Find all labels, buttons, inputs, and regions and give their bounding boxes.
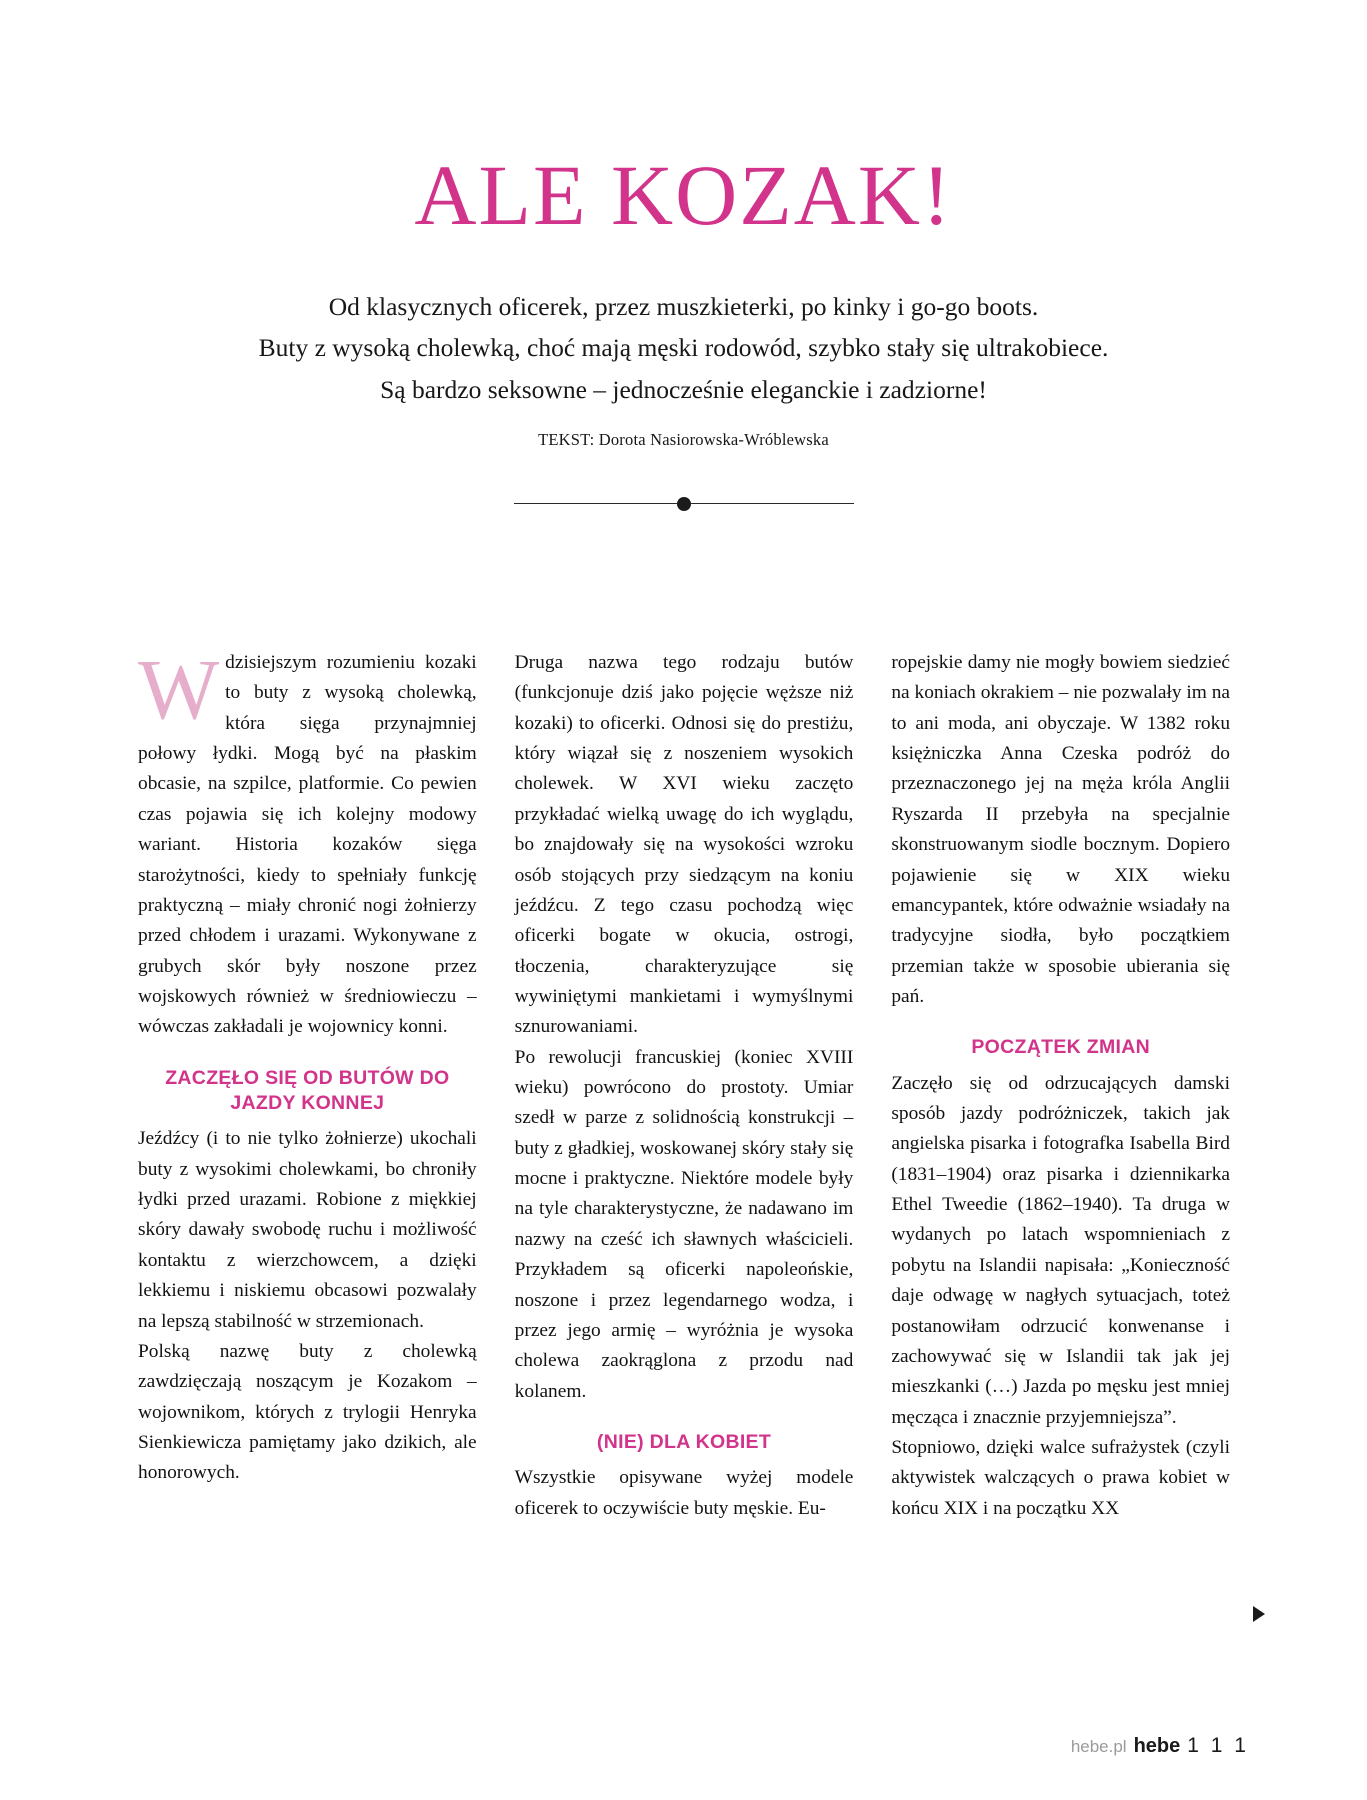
- paragraph: Druga nazwa tego rodzaju butów (funkcjonuje dziś jako pojęcie węższe niż kozaki) to oficerki. Odnosi się do prestiżu, który wiązał się z noszeniem wysokich cholewek. W XVI wieku zaczęto przykładać wielką uwagę do ich wyglądu, bo znajdowały się na wysokości wzroku osób stojących przy siedzącym na koniu jeźdźcu. Z tego czasu pochodzą więc oficerki bogate w okucia, ostrogi, tłoczenia, charakteryzujące się wywiniętymi mankietami i wymyślnymi sznurowaniami.: [514, 652, 854, 1038]
- paragraph: Po rewolucji francuskiej (koniec XVIII wieku) powrócono do prostoty. Umiar szedł w parze z solidnością konstrukcji – buty z gładkiej, woskowanej skóry stały się mocne i praktyczne. Niektóre modele były na tyle charakterystyczne, że nadawano im nazwy na cześć ich sławnych właścicieli. Przykładem są oficerki napoleońskie, noszone i przez legendarnego wodza, i przez jego armię – wyróżnia je wysoka cholewa zaokrąglona z przodu nad kolanem.: [514, 1046, 854, 1402]
- column-2: [515, 648, 854, 1524]
- standfirst: [184, 286, 1184, 410]
- paragraph-text: dzisiejszym rozumieniu kozaki to buty z wysoką cholewką, która sięga przynajmniej połowy łydki. Mogą być na płaskim obcasie, na szpilce, platformie. Co pewien czas pojawia się ich kolejny modowy wariant. Historia kozaków sięga starożytności, kiedy to spełniały funkcję praktyczną – miały chronić nogi żołnierzy przed chłodem i urazami. Wykonywane z grubych skór były noszone przez wojskowych również w średniowieczu – wówczas zakładali je wojownicy konni.: [138, 652, 477, 1038]
- subheading-nie-dla-kobiet: (NIE) DLA KOBIET: [596, 1430, 772, 1453]
- paragraph: Stopniowo, dzięki walce sufrażystek (czyli aktywistek walczących o prawa kobiet w końcu XIX i na początku XX: [891, 1436, 1231, 1519]
- subheading-zacz: ZACZĘŁO SIĘ OD BUTÓW DO JAZDY KONNEJ: [165, 1066, 450, 1115]
- paragraph: [138, 641, 477, 1043]
- standfirst-line-1: Od klasycznych oficerek, przez muszkieterki, po kinky i go-go boots.: [328, 292, 1039, 321]
- section-divider: [514, 494, 854, 514]
- page-number: 1 1 1: [1187, 1734, 1249, 1757]
- article-columns: [138, 641, 1231, 1524]
- standfirst-line-3: Są bardzo seksowne – jednocześnie eleganckie i zadziorne!: [380, 374, 987, 404]
- page-footer: [1071, 1734, 1249, 1758]
- paragraph: Jeźdźcy (i to nie tylko żołnierze) ukochali buty z wysokimi cholewkami, bo chroniły łydki przed urazami. Robione z miękkiej skóry dawały swobodę ruchu i możliwość kontaktu z wierzchowcem, a dzięki lekkiemu i niskiemu obcasowi pozwalały na lepszą stabilność w strzemionach.: [138, 1128, 477, 1332]
- continue-arrow-icon: [1253, 1606, 1265, 1622]
- paragraph: Zaczęło się od odrzucających damski sposób jazdy podróżniczek, takich jak angielska pisarka i fotografka Isabella Bird (1831–1904) oraz pisarka i dziennikarka Ethel Tweedie (1862–1940). Ta druga w wydanych po latach wspomnieniach z pobytu na Islandii napisała: „Konieczność daje odwagę w nagłych sytuacjach, toteż postanowiłam odrzucić konwenanse i zachowywać się w Islandii tak jak jej mieszkanki (…) Jazda po męsku jest mniej męcząca i znacznie przyjemniejsza”.: [891, 1072, 1231, 1428]
- subheading-poczatek-zmian: POCZĄTEK ZMIAN: [971, 1036, 1150, 1059]
- paragraph: Polską nazwę buty z cholewką zawdzięczają noszącym je Kozakom – wojownikom, których z trylogii Henryka Sienkiewicza pamiętamy jako dzikich, ale honorowych.: [138, 1340, 477, 1484]
- drop-cap: W: [138, 641, 220, 737]
- divider-dot-icon: [677, 497, 691, 511]
- paragraph: Wszystkie opisywane wyżej modele oficerek to oczywiście buty męskie. Eu-: [514, 1467, 854, 1519]
- page-title: ALE KOZAK!: [414, 147, 953, 243]
- footer-site: hebe.pl: [1070, 1737, 1127, 1756]
- standfirst-line-2: Buty z wysoką cholewką, choć mają męski rodowód, szybko stały się ultrakobiece.: [258, 333, 1109, 363]
- footer-brand: hebe: [1133, 1735, 1181, 1757]
- column-3: [891, 648, 1230, 1524]
- byline: TEKST: Dorota Nasiorowska-Wróblewska: [538, 429, 829, 449]
- paragraph: ropejskie damy nie mogły bowiem siedzieć na koniach okrakiem – nie pozwalały im na to ani moda, ani obyczaje. W 1382 roku księżniczka Anna Czeska podróż do przeznaczonego jej na męża króla Anglii Ryszarda II przebyła na specjalnie skonstruowanym siodle bocznym. Dopiero pojawienie się w XIX wieku emancypantek, które odważnie wsiadały na tradycyjne siodła, było początkiem przemian także w sposobie ubierania się pań.: [891, 652, 1231, 1007]
- column-1: [138, 641, 477, 1524]
